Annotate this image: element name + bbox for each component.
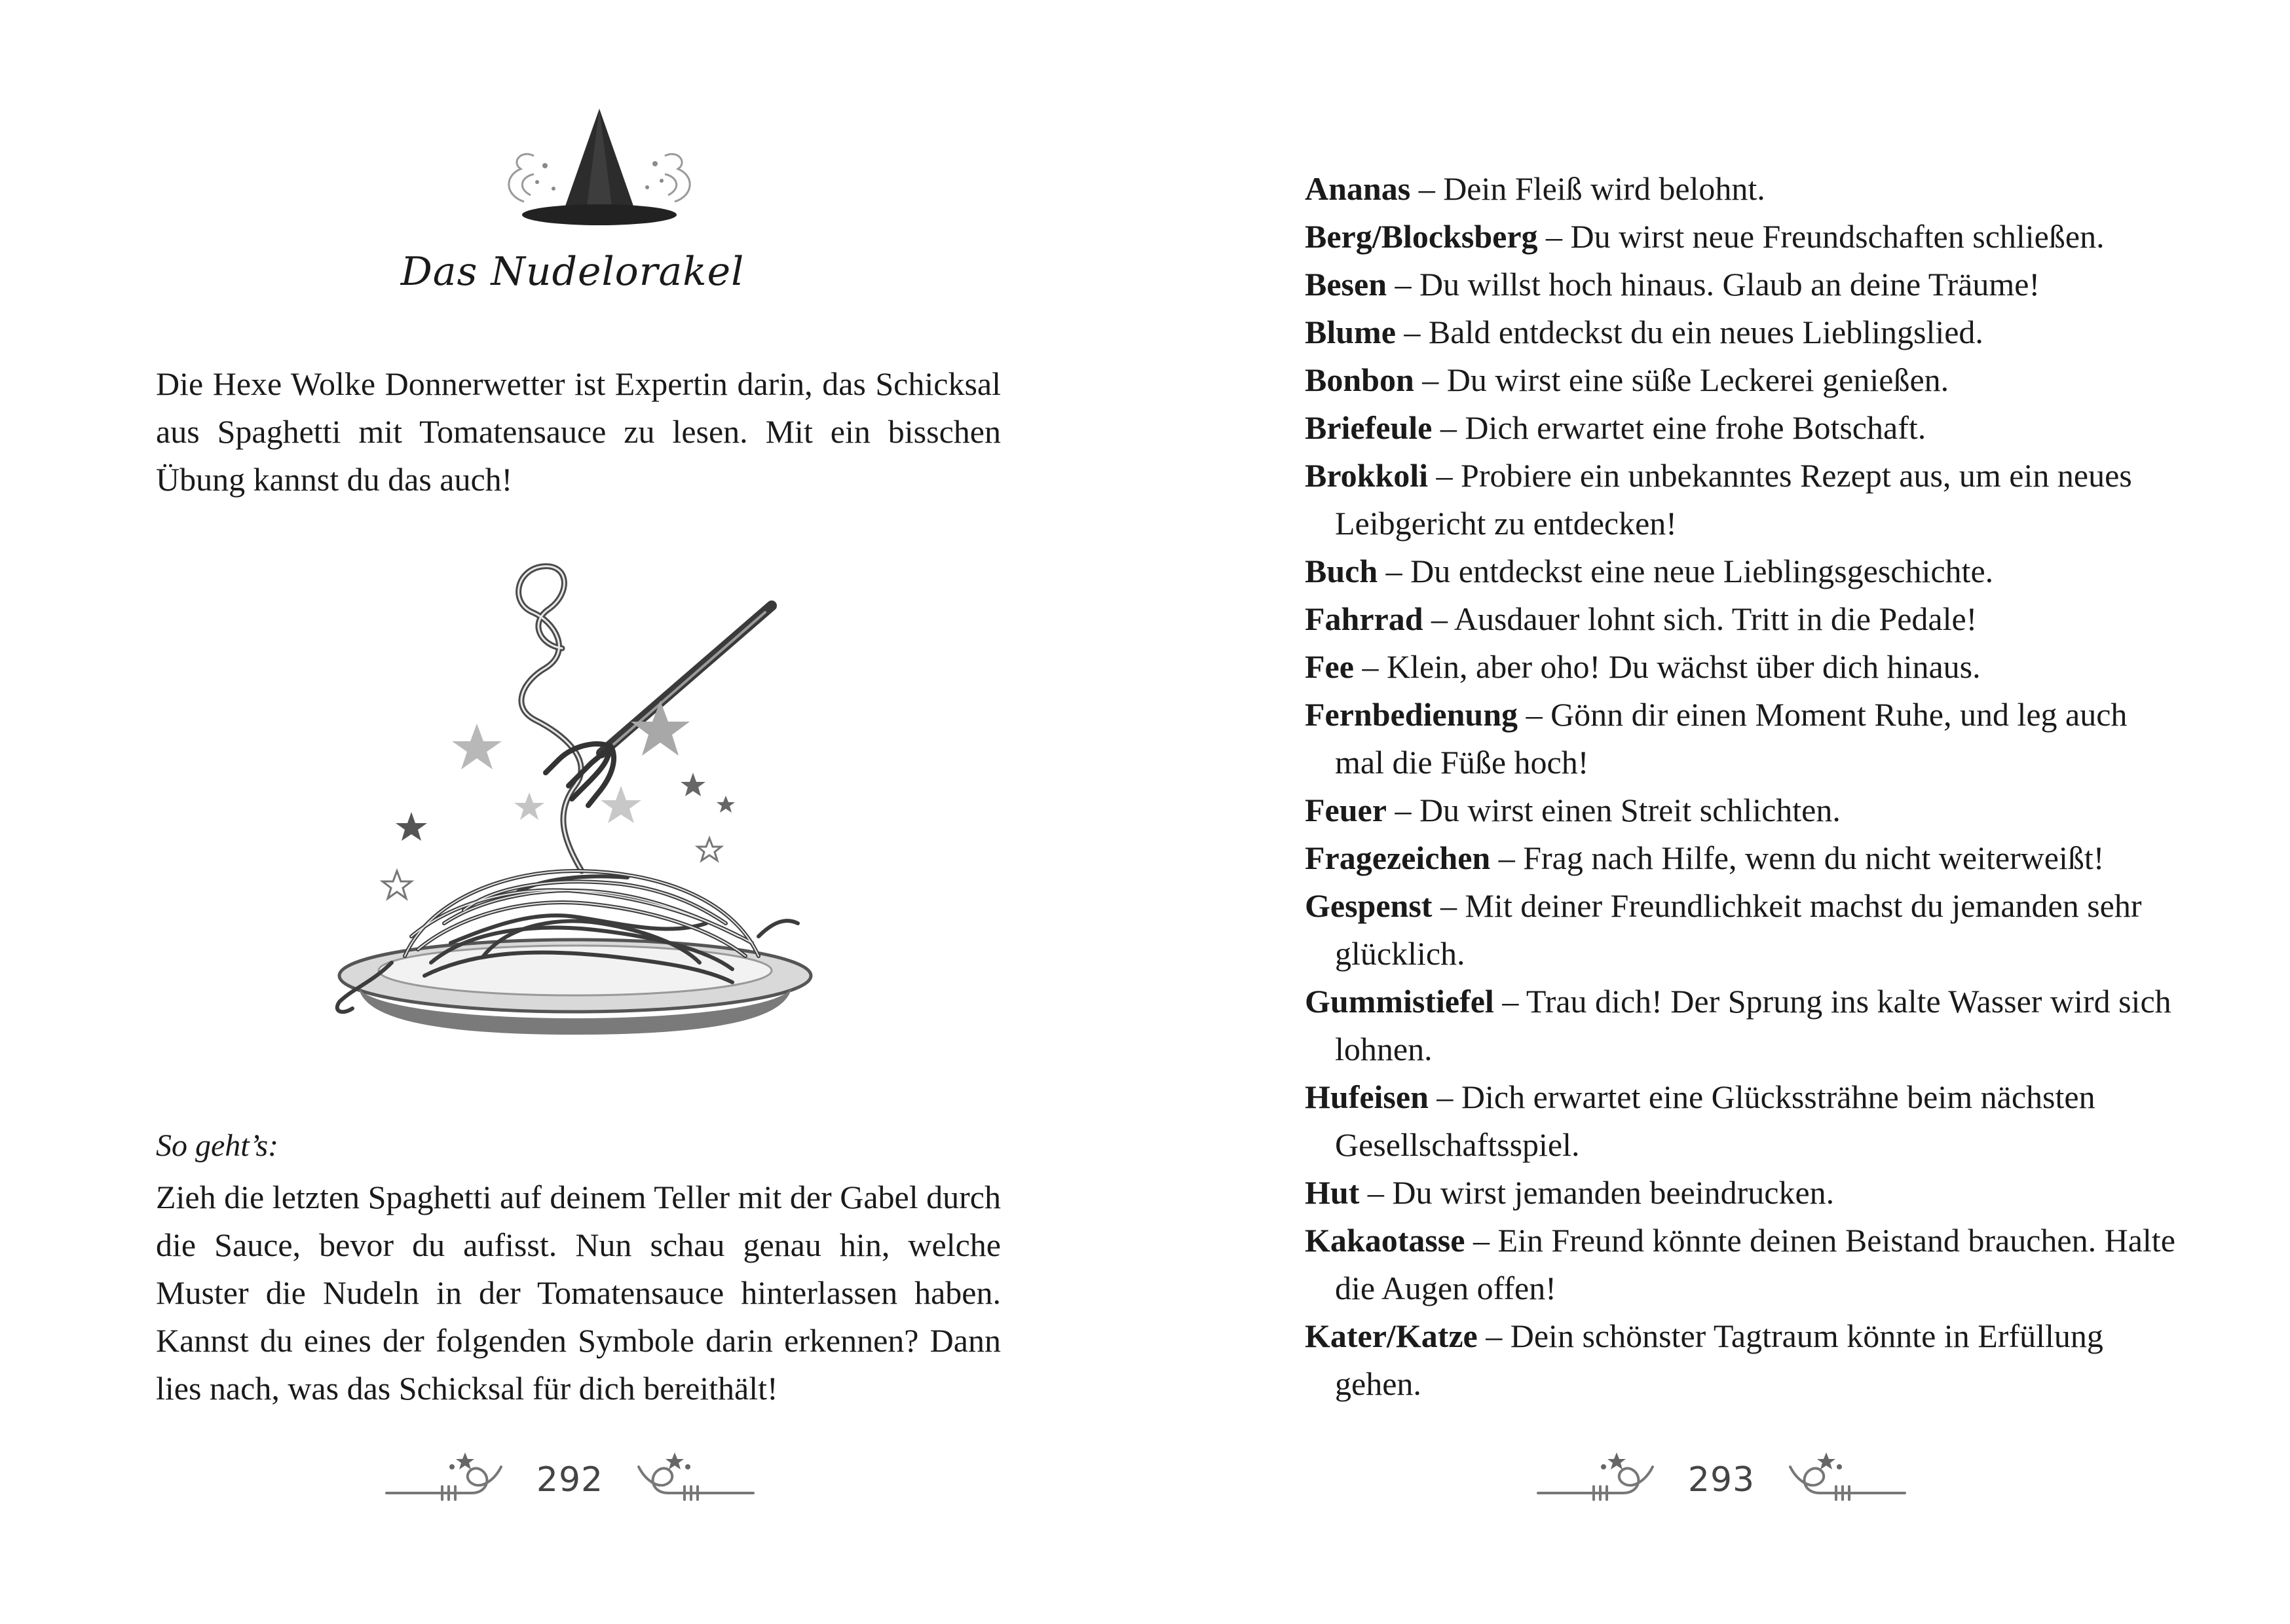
oracle-symbol: Blume [1305, 314, 1396, 350]
howto-label: So geht’s: [156, 1128, 279, 1163]
howto-paragraph: Zieh die letzten Spaghetti auf deinem Teller mit der Gabel durch die Sauce, bevor du aufisst. Nun schau genau hin, welche Muster die Nudeln in der Tomatensauce hinterlassen haben. Kannst du eines der folgenden Symbole darin erkennen? Dann lies nach, was das Schicksal für dich bereithält! [156, 1179, 1001, 1407]
oracle-entry [1305, 643, 2176, 691]
oracle-entry [1305, 452, 2176, 547]
oracle-symbol: Feuer [1305, 792, 1387, 828]
intro-paragraph: Die Hexe Wolke Donnerwetter ist Expertin darin, das Schicksal aus Spaghetti mit Tomatensauce zu lesen. Mit ein bisschen Übung kannst du das auch! [156, 365, 1001, 498]
page-number-left [373, 1441, 766, 1526]
oracle-symbol: Kater/Katze [1305, 1318, 1478, 1354]
oracle-symbol: Hut [1305, 1174, 1360, 1211]
oracle-meaning: – Dein schönster Tagtraum könnte in Erfüllung gehen. [1335, 1318, 2103, 1402]
oracle-meaning: – Du entdeckst eine neue Lieblingsgeschichte. [1378, 553, 1994, 589]
oracle-meaning: – Mit deiner Freundlichkeit machst du jemanden sehr glücklich. [1335, 887, 2142, 972]
page-number-text: 293 [1687, 1460, 1755, 1500]
oracle-meaning: – Dich erwartet eine frohe Botschaft. [1432, 409, 1926, 446]
witch-hat-icon [498, 103, 701, 234]
oracle-entry [1305, 1073, 2176, 1169]
oracle-symbol: Fragezeichen [1305, 840, 1491, 876]
oracle-symbol: Fee [1305, 648, 1354, 685]
oracle-entry [1305, 165, 2176, 213]
page-number-text: 292 [536, 1460, 604, 1500]
oracle-symbol: Besen [1305, 266, 1387, 303]
oracle-symbol: Gespenst [1305, 887, 1433, 924]
oracle-meaning: – Klein, aber oho! Du wächst über dich hinaus. [1353, 648, 1981, 685]
oracle-entry [1305, 547, 2176, 595]
oracle-meaning: – Du wirst jemanden beeindrucken. [1359, 1174, 1835, 1211]
oracle-symbol: Fahrrad [1305, 600, 1423, 637]
oracle-entry [1305, 1169, 2176, 1217]
page-number-right [1525, 1441, 1918, 1526]
oracle-symbol: Hufeisen [1305, 1079, 1429, 1115]
spaghetti-plate-illustration [313, 530, 850, 1061]
oracle-meaning: – Trau dich! Der Sprung ins kalte Wasser wird sich lohnen. [1335, 983, 2171, 1067]
chapter-title: Das Nudelorakel [400, 249, 745, 295]
oracle-meaning: – Du wirst einen Streit schlichten. [1386, 792, 1841, 828]
right-page [1145, 0, 2290, 1624]
oracle-symbol: Fernbedienung [1305, 696, 1518, 733]
oracle-entry [1305, 834, 2176, 882]
oracle-symbol: Brokkoli [1305, 457, 1429, 494]
oracle-meaning: – Bald entdeckst du ein neues Lieblingslied. [1395, 314, 1983, 350]
oracle-symbol: Kakaotasse [1305, 1222, 1465, 1259]
oracle-entry [1305, 356, 2176, 404]
oracle-meaning: – Du wirst neue Freundschaften schließen. [1537, 218, 2105, 255]
oracle-meaning: – Gönn dir einen Moment Ruhe, und leg auch mal die Füße hoch! [1335, 696, 2128, 781]
oracle-entry [1305, 308, 2176, 356]
oracle-entry [1305, 404, 2176, 452]
oracle-entry [1305, 691, 2176, 786]
oracle-entry [1305, 786, 2176, 834]
oracle-entry [1305, 882, 2176, 978]
oracle-meaning: – Du willst hoch hinaus. Glaub an deine Träume! [1387, 266, 2040, 303]
oracle-entry [1305, 1312, 2176, 1408]
star-icon [383, 701, 735, 898]
oracle-entry [1305, 1217, 2176, 1312]
oracle-meaning: – Probiere ein unbekanntes Rezept aus, um ein neues Leibgericht zu entdecken! [1335, 457, 2132, 542]
oracle-symbol: Ananas [1305, 170, 1411, 207]
oracle-symbol: Berg/Blocksberg [1305, 218, 1538, 255]
oracle-meaning: – Dich erwartet eine Glückssträhne beim nächsten Gesellschaftsspiel. [1335, 1079, 2095, 1163]
oracle-meaning: – Du wirst eine süße Leckerei genießen. [1414, 361, 1949, 398]
oracle-symbol-list [1305, 165, 2176, 1408]
oracle-meaning: – Ausdauer lohnt sich. Tritt in die Pedale! [1423, 600, 1978, 637]
oracle-symbol: Bonbon [1305, 361, 1414, 398]
oracle-meaning: – Dein Fleiß wird belohnt. [1410, 170, 1765, 207]
oracle-entry [1305, 261, 2176, 308]
oracle-entry [1305, 213, 2176, 261]
oracle-meaning: – Ein Freund könnte deinen Beistand brauchen. Halte die Augen offen! [1335, 1222, 2175, 1306]
oracle-symbol: Gummistiefel [1305, 983, 1494, 1020]
oracle-entry [1305, 595, 2176, 643]
oracle-entry [1305, 978, 2176, 1073]
oracle-symbol: Buch [1305, 553, 1378, 589]
oracle-symbol: Briefeule [1305, 409, 1433, 446]
oracle-meaning: – Frag nach Hilfe, wenn du nicht weiterweißt! [1490, 840, 2105, 876]
